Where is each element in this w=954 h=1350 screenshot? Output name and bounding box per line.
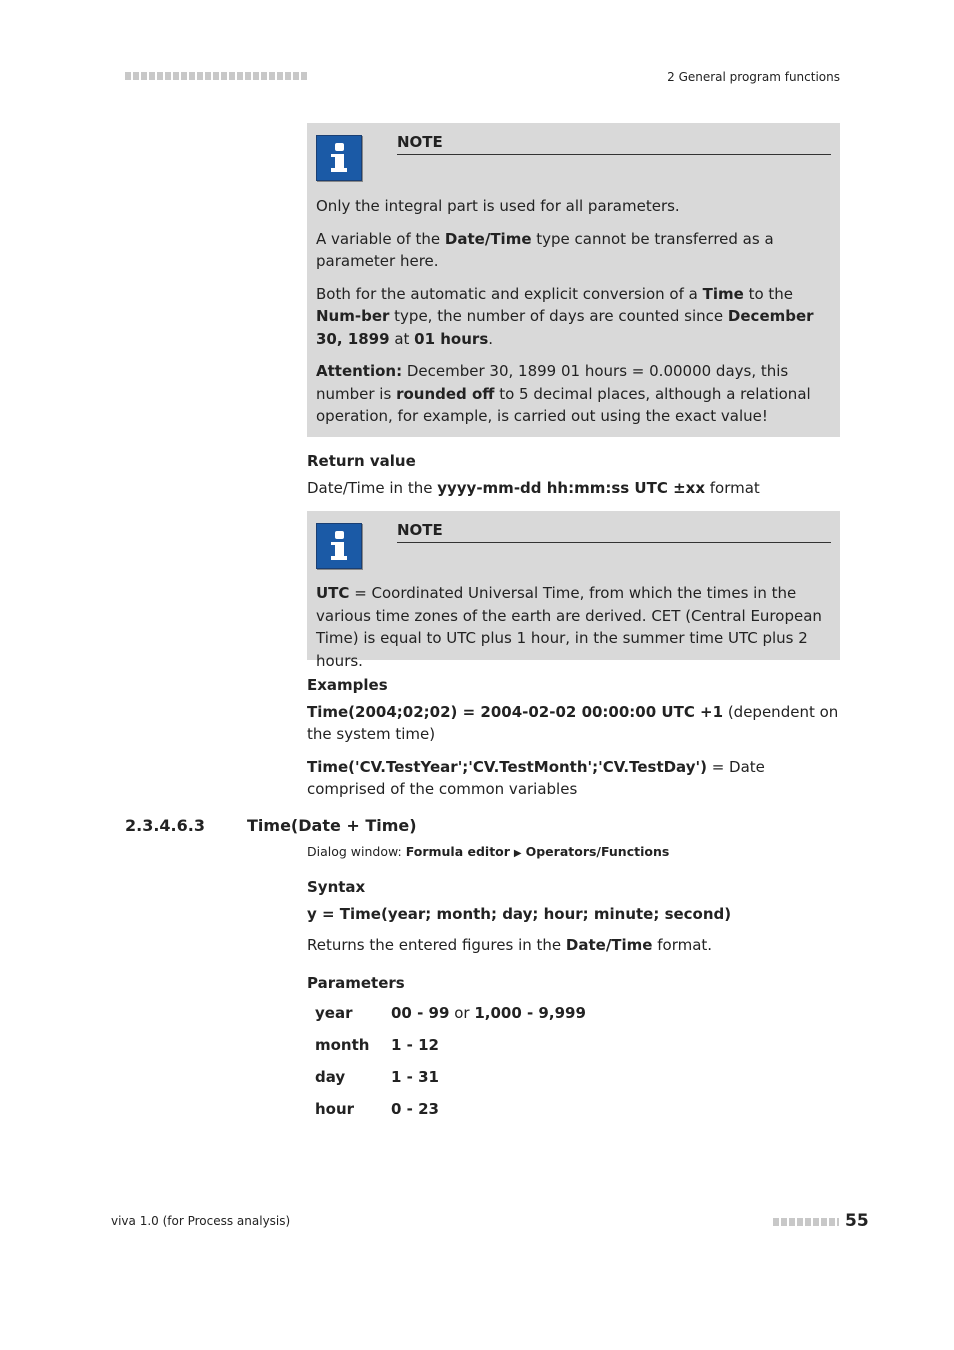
section-title: Time(Date + Time) [247,816,417,835]
footer-product: viva 1.0 (for Process analysis) [111,1214,291,1228]
page-number: 55 [845,1211,869,1231]
syntax-section [307,876,842,957]
section-number: 2.3.4.6.3 [125,816,205,835]
return-value-heading: Return value [307,452,416,470]
note-paragraph: Attention: December 30, 1899 01 hours = 0.00000 days, this number is rounded off to 5 decimal places, although a relational operation, for example, is carried out using the exact value! [316,362,811,425]
header-decoration [125,72,307,80]
syntax-heading: Syntax [307,878,366,896]
parameters-heading: Parameters [307,974,405,992]
info-icon [316,135,362,181]
note-box [307,123,840,437]
note-paragraph: Only the integral part is used for all parameters. [316,197,680,215]
return-value-text: Date/Time in the yyyy-mm-dd hh:mm:ss UTC ±xx format [307,478,760,497]
info-icon [316,523,362,569]
syntax-description: Returns the entered figures in the Date/Time format. [307,936,713,954]
note-body [316,582,832,682]
example-2: Time('CV.TestYear';'CV.TestMonth';'CV.TestDay') = Date comprised of the common variables [307,757,765,798]
note-title: NOTE [397,521,831,543]
chapter-header: 2 General program functions [667,70,840,84]
note-paragraph: Both for the automatic and explicit conversion of a Time to the Num-ber type, the number of days are counted since December 30, 1899 at 01 hours. [316,284,814,348]
return-value-section [307,450,842,499]
note-paragraph: A variable of the Date/Time type cannot be transferred as a parameter here. [316,229,774,270]
note-title: NOTE [397,133,831,155]
syntax-formula: y = Time(year; month; day; hour; minute; second) [307,904,732,923]
dialog-path: Dialog window: Formula editor ▶ Operators/Functions [307,844,670,859]
footer-decoration [773,1218,839,1226]
arrow-right-icon: ▶ [513,848,522,859]
note-box [307,511,840,670]
examples-section [307,674,842,811]
note-paragraph: UTC = Coordinated Universal Time, from which the times in the various time zones of the earth are derived. CET (Central European Time) is equal to UTC plus 1 hour, in the summer time UTC plus 2 hours. [316,584,822,670]
example-1: Time(2004;02;02) = 2004-02-02 00:00:00 UTC +1 (dependent on the system time) [307,702,839,743]
examples-heading: Examples [307,676,388,694]
note-body [316,195,832,438]
